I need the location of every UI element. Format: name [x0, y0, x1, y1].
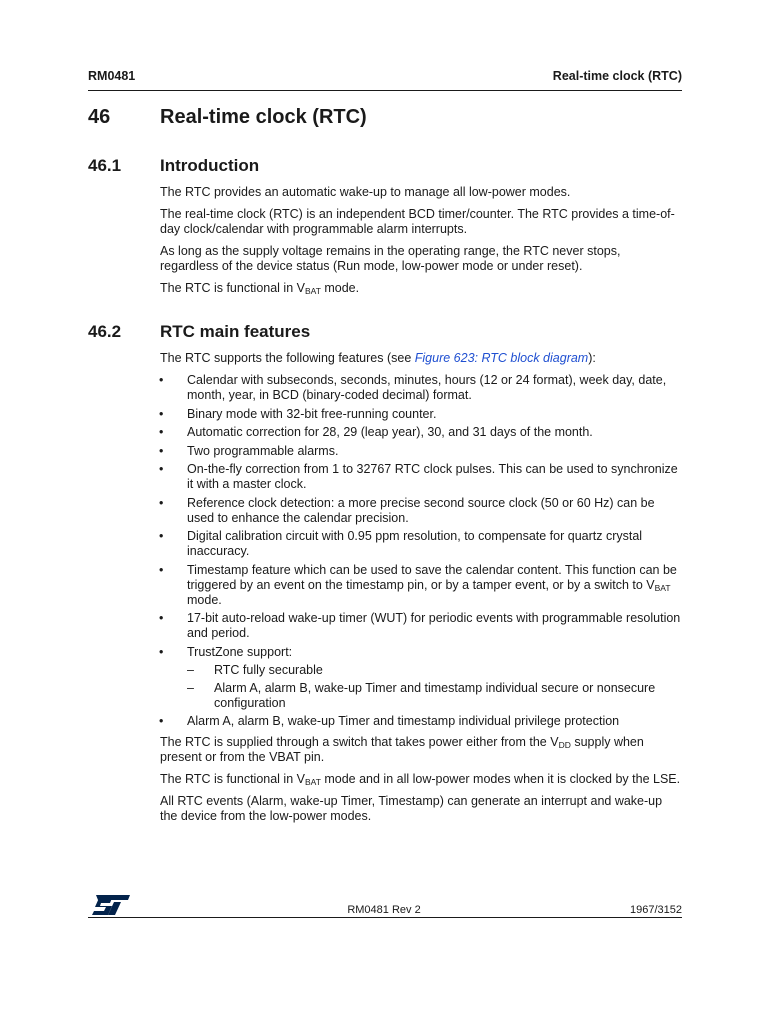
list-item: • Alarm A, alarm B, wake-up Timer and timestamp individual privilege protection	[159, 714, 620, 728]
list-item: • Binary mode with 32-bit free-running counter.	[159, 406, 437, 421]
header-doc-id: RM0481	[88, 69, 136, 83]
section-number: 46.2	[88, 322, 122, 341]
list-item: • Reference clock detection: a more precise second source clock (50 or 60 Hz) can be used to enhance the calendar precision.	[159, 495, 655, 525]
footer-page-number: 1967/3152	[630, 904, 682, 916]
list-item: • Calendar with subseconds, seconds, minutes, hours (12 or 24 format), week day, date, month, year, in BCD (binary-coded decimal) format.	[159, 373, 667, 402]
list-item: • 17-bit auto-reload wake-up timer (WUT) for periodic events with programmable resolution and period.	[159, 611, 681, 640]
section-number: 46.1	[88, 156, 122, 175]
paragraph: The real-time clock (RTC) is an independent BCD timer/counter. The RTC provides a time-of-day clock/calendar with programmable alarm interrupts.	[160, 207, 675, 236]
paragraph: The RTC is supplied through a switch that takes power either from the $V_{DD}$ supply when present or from the VBAT pin.	[160, 735, 644, 764]
sub-list-item: – Alarm A, alarm B, wake-up Timer and timestamp individual secure or nonsecure configuration	[187, 680, 656, 710]
dash-mark: –	[187, 662, 194, 677]
paragraph: All RTC events (Alarm, wake-up Timer, Timestamp) can generate an interrupt and wake-up the device from the low-power modes.	[160, 794, 663, 823]
bullet-mark: •	[159, 714, 164, 728]
bullet-mark: •	[159, 406, 164, 421]
section-title: RTC main features	[160, 322, 311, 341]
paragraph: The RTC is functional in $V_{BAT}$ mode and in all low-power modes when it is clocked by the LSE.	[160, 772, 681, 787]
sub-list	[187, 663, 682, 711]
chapter-number: 46	[88, 106, 111, 128]
bullet-mark: •	[159, 373, 164, 387]
dash-mark: –	[187, 680, 194, 695]
section-heading-introduction	[88, 156, 259, 176]
bullet-mark: •	[159, 562, 164, 577]
section-heading-main-features	[88, 322, 310, 342]
main-features-body	[160, 351, 682, 831]
chapter-title: Real-time clock (RTC)	[160, 106, 367, 128]
list-item: • Two programmable alarms.	[159, 443, 339, 458]
bullet-mark: •	[159, 529, 164, 543]
footer-revision: RM0481 Rev 2	[347, 904, 421, 916]
bullet-mark: •	[159, 462, 164, 476]
header-rule	[88, 90, 682, 91]
sub-list-item: – RTC fully securable	[187, 662, 323, 677]
list-item: • TrustZone support: – RTC fully securable – Alarm A, alarm B, wake-up Timer and timestamp individual secure or nonsecure configuration	[160, 645, 682, 711]
introduction-body	[160, 185, 682, 303]
bullet-mark: •	[159, 611, 164, 625]
bullet-mark: •	[159, 443, 164, 458]
footer-rule	[88, 917, 682, 918]
list-item: • On-the-fly correction from 1 to 32767 RTC clock pulses. This can be used to synchronize it with a master clock.	[159, 462, 678, 491]
chapter-heading	[88, 106, 367, 129]
list-item: • Digital calibration circuit with 0.95 ppm resolution, to compensate for quartz crystal inaccuracy.	[159, 529, 643, 558]
bullet-mark: •	[159, 495, 164, 510]
paragraph: The RTC provides an automatic wake-up to manage all low-power modes.	[160, 185, 571, 199]
feature-list	[160, 373, 682, 729]
list-item: • Automatic correction for 28, 29 (leap year), 30, and 31 days of the month.	[159, 425, 593, 439]
section-title: Introduction	[160, 156, 260, 175]
bullet-mark: •	[159, 644, 164, 659]
bullet-mark: •	[159, 425, 164, 439]
paragraph: As long as the supply voltage remains in the operating range, the RTC never stops, regardless of the device status (Run mode, low-power mode or under reset).	[160, 244, 621, 273]
figure-link[interactable]: Figure 623: RTC block diagram	[414, 351, 589, 365]
paragraph: The RTC is functional in $V_{BAT}$ mode.	[160, 281, 360, 296]
paragraph: The RTC supports the following features (see Figure 623: RTC block diagram):	[160, 351, 596, 365]
list-item: • Timestamp feature which can be used to save the calendar content. This function can be triggered by an event on the timestamp pin, or by a tamper event, or by a switch to $V_{BAT}$ mode.	[159, 562, 677, 607]
header-section-title: Real-time clock (RTC)	[552, 69, 682, 83]
